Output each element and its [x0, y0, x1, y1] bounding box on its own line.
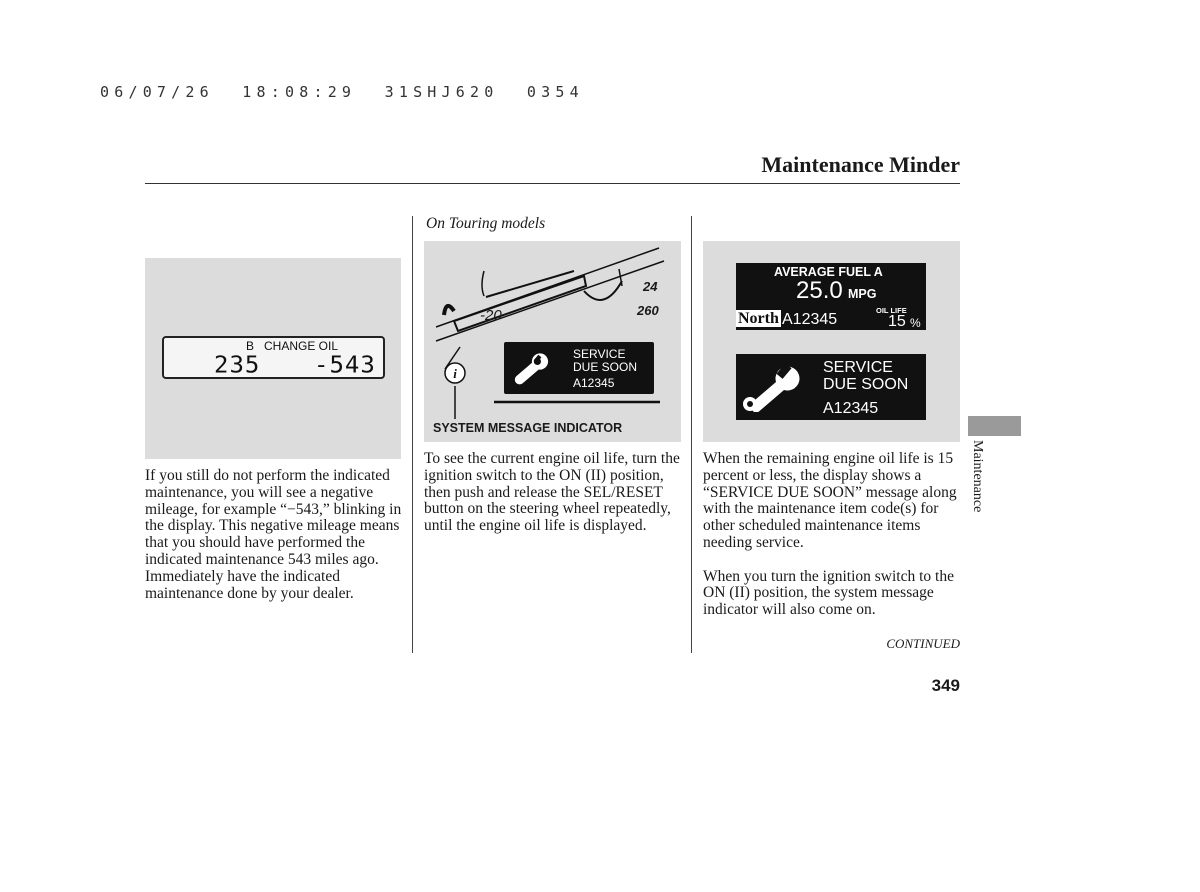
- figure-gauge-panel: [424, 241, 681, 442]
- system-message-indicator-label: SYSTEM MESSAGE INDICATOR: [433, 421, 623, 435]
- section-tab-label: Maintenance: [970, 440, 985, 513]
- gauge-label-24: 24: [643, 279, 658, 294]
- column2-text: [424, 451, 686, 535]
- gauge-needle: [454, 276, 586, 331]
- continued-note: CONTINUED: [886, 636, 960, 651]
- service-due-screen: [736, 354, 926, 420]
- info-display-screen: [736, 263, 926, 330]
- oil-life-label: OIL LIFE: [876, 306, 907, 315]
- service-msg-code: A12345: [573, 376, 615, 390]
- page-title: Maintenance Minder: [761, 152, 960, 177]
- service-due-code: A12345: [823, 400, 879, 417]
- gauge-bezel: [436, 248, 659, 327]
- info-indicator-glyph: i: [453, 366, 457, 381]
- column1-paragraph: If you still do not perform the indicated maintenance, you will see a negative mileage, for example “−543,” blinking in the display. This negative mileage means that you should have performed the indicated maintenance 543 miles ago. Immediately have the indicated maintenance done by your dealer.: [145, 467, 402, 602]
- column-divider-1: [412, 216, 413, 653]
- page-number: 349: [931, 676, 960, 695]
- column1-text: [145, 468, 407, 602]
- service-due-line1: SERVICE: [823, 359, 893, 376]
- figure-display-panel: [703, 241, 960, 442]
- maintenance-code: A12345: [782, 311, 838, 328]
- fuel-economy-unit: MPG: [848, 287, 877, 301]
- lcd-label-b: B: [246, 339, 255, 353]
- print-stamp: 06/07/26 18:08:29 31SHJ620 0354: [100, 83, 584, 101]
- oil-life-value: 15: [888, 313, 906, 330]
- wrench-icon: [742, 362, 802, 412]
- gauge-mark: [444, 306, 454, 315]
- odometer-lcd: [162, 336, 385, 379]
- service-msg-line2: DUE SOON: [573, 360, 638, 374]
- gauge-label-260: 260: [637, 303, 659, 318]
- figure2-caption: On Touring models: [426, 215, 546, 232]
- section-tab-marker: [968, 416, 1021, 436]
- column2-paragraph: To see the current engine oil life, turn the ignition switch to the ON (II) position, then push and release the SEL/RESET button on the steering wheel repeatedly, until the engine oil life is displayed.: [424, 450, 680, 535]
- lcd-left-value: 235: [214, 351, 261, 379]
- column3-paragraph2: When you turn the ignition switch to the ON (II) position, the system message indicator will also come on.: [703, 567, 954, 619]
- column3-text: [703, 451, 961, 619]
- service-due-line2: DUE SOON: [823, 376, 909, 393]
- compass-heading: North: [738, 310, 779, 327]
- oil-life-unit: %: [910, 316, 921, 330]
- lcd-label-change-oil: CHANGE OIL: [264, 339, 339, 353]
- gauge-illustration: [424, 241, 681, 442]
- title-divider: [145, 183, 960, 184]
- column3-paragraph1: When the remaining engine oil life is 15 percent or less, the display shows a “SERVICE DUE SOON” message along with the maintenance item code(s) for other scheduled maintenance items needing service.: [703, 450, 957, 551]
- gauge-bezel-inner: [436, 261, 664, 341]
- column-divider-2: [691, 216, 692, 653]
- gauge-label-minus20: -20: [480, 307, 502, 324]
- average-fuel-label: AVERAGE FUEL A: [774, 265, 883, 279]
- lcd-right-value: -543: [314, 351, 376, 379]
- fuel-economy-value: 25.0: [796, 277, 843, 304]
- service-msg-line1: SERVICE: [573, 347, 626, 361]
- gauge-hub: [584, 281, 622, 300]
- gauge-arc: [482, 271, 484, 296]
